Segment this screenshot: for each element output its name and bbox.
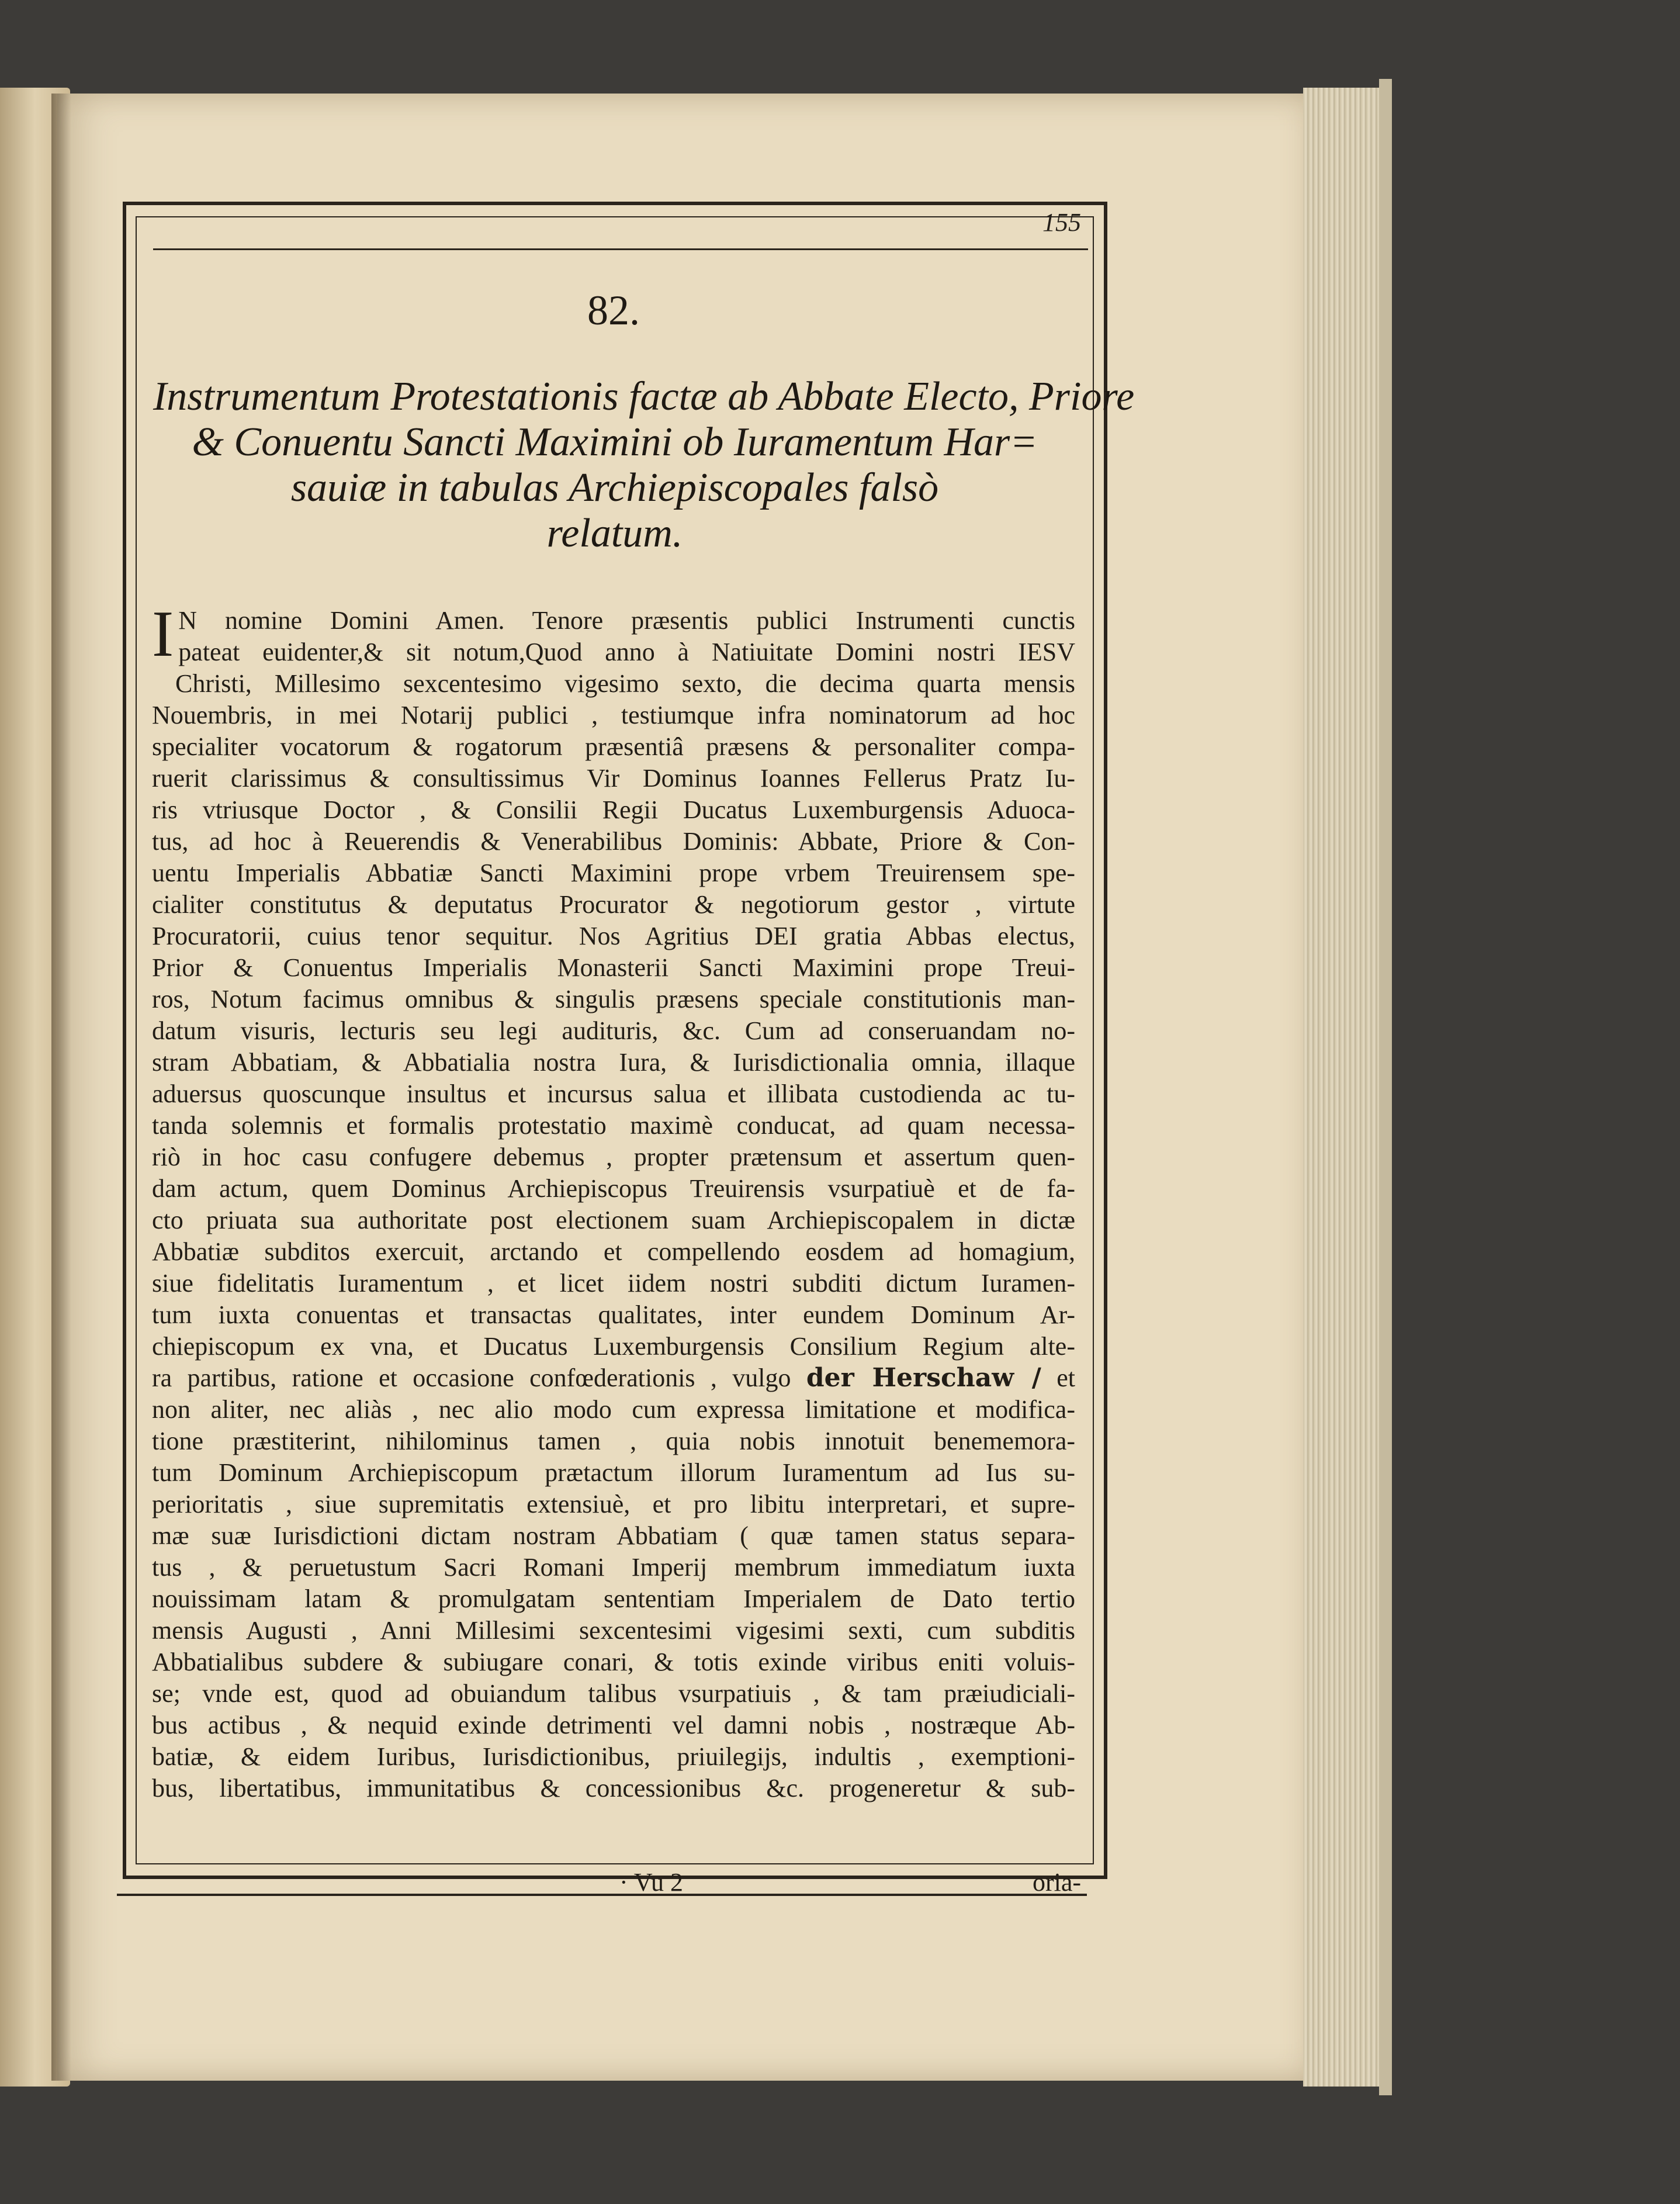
text-line: mæ suæ Iurisdictioni dictam nostram Abbatiam ( quæ tamen status separa- (152, 1521, 1075, 1550)
text-line: tus, ad hoc à Reuerendis & Venerabilibus Dominis: Abbate, Priore & Con- (152, 827, 1075, 856)
text-line: tus , & peruetustum Sacri Romani Imperij membrum immediatum iuxta (152, 1553, 1075, 1582)
text-line: siue fidelitatis Iuramentum , et licet iidem nostri subditi dictum Iuramen- (152, 1269, 1075, 1298)
text-line: Procuratorii, cuius tenor sequitur. Nos Agritius DEI gratia Abbas electus, (152, 922, 1075, 950)
body-text (152, 598, 1075, 1804)
text-line: se; vnde est, quod ad obuiandum talibus vsurpatiuis , & tam præiudiciali- (152, 1679, 1075, 1708)
title-line: Instrumentum Protestationis factæ ab Abbate Electo, Priore (153, 374, 1135, 419)
text-line: ros, Notum facimus omnibus & singulis præsens speciale constitutionis man- (152, 985, 1075, 1013)
text-line: ruerit clarissimus & consultissimus Vir Dominus Ioannes Fellerus Pratz Iu- (152, 764, 1075, 793)
title-line: & Conuentu Sancti Maximini ob Iuramentum Har= (192, 420, 1038, 465)
drop-cap: I (152, 598, 174, 670)
text-line: bus actibus , & nequid exinde detrimenti vel damni nobis , nostræque Ab- (152, 1711, 1075, 1739)
catchword: oria- (1032, 1868, 1081, 1897)
text-line: riò in hoc casu confugere debemus , propter prætensum et assertum quen- (152, 1143, 1075, 1171)
text-segment: ra partibus, ratione et occasione confœderationis , vulgo (152, 1364, 806, 1392)
text-line: tanda solemnis et formalis protestatio maximè conducat, ad quam necessa- (152, 1111, 1075, 1140)
text-line: Abbatialibus subdere & subiugare conari, & totis exinde viribus eniti voluis- (152, 1648, 1075, 1676)
text-line: chiepiscopum ex vna, et Ducatus Luxemburgensis Consilium Regium alte- (152, 1332, 1075, 1361)
text-line: bus, libertatibus, immunitatibus & concessionibus &c. progeneretur & sub- (152, 1774, 1075, 1802)
text-segment: et (1041, 1364, 1075, 1392)
text-line: specialiter vocatorum & rogatorum præsentiâ præsens & personaliter compa- (152, 732, 1075, 761)
header-rule (153, 248, 1088, 250)
gutter-shadow (51, 94, 71, 2081)
page-border-bottom-rule (117, 1894, 1087, 1896)
text-line: stram Abbatiam, & Abbatialia nostra Iura, & Iurisdictionalia omnia, illaque (152, 1048, 1075, 1077)
text-line: Nouembris, in mei Notarij publici , testiumque infra nominatorum ad hoc (152, 701, 1075, 729)
text-line: aduersus quoscunque insultus et incursus salua et illibata custodienda ac tu- (152, 1079, 1075, 1108)
title-line: sauiæ in tabulas Archiepiscopales falsò (290, 465, 939, 510)
text-line: pateat euidenter,& sit notum,Quod anno à Natiuitate Domini nostri IESV (178, 638, 1075, 666)
text-line: nouissimam latam & promulgatam sententiam Imperialem de Dato tertio (152, 1584, 1075, 1613)
page-number: 155 (1042, 208, 1081, 237)
cover-edge (1379, 79, 1392, 2095)
text-line: Prior & Conuentus Imperialis Monasterii Sancti Maximini prope Treui- (152, 953, 1075, 982)
signature-mark: · Vu 2 (619, 1868, 683, 1897)
text-line: Christi, Millesimo sexcentesimo vigesimo sexto, die decima quarta mensis (175, 669, 1075, 698)
text-line: perioritatis , siue supremitatis extensiuè, et pro libitu interpretari, et supre- (152, 1490, 1075, 1518)
text-line: tum iuxta conuentas et transactas qualitates, inter eundem Dominum Ar- (152, 1300, 1075, 1329)
blackletter-phrase: der Herschaw / (806, 1363, 1041, 1393)
page-edges (1303, 88, 1391, 2087)
text-line: uentu Imperialis Abbatiæ Sancti Maximini prope vrbem Treuirensem spe- (152, 859, 1075, 887)
document-title (153, 374, 1135, 556)
text-line: dam actum, quem Dominus Archiepiscopus Treuirensis vsurpatiuè et de fa- (152, 1174, 1075, 1203)
text-line: ris vtriusque Doctor , & Consilii Regii Ducatus Luxemburgensis Aduoca- (152, 795, 1075, 824)
title-line: relatum. (546, 511, 683, 556)
text-line: N nomine Domini Amen. Tenore præsentis publici Instrumenti cunctis (178, 606, 1075, 635)
text-line: Abbatiæ subditos exercuit, arctando et compellendo eosdem ad homagium, (152, 1237, 1075, 1266)
text-line: non aliter, nec aliàs , nec alio modo cum expressa limitatione et modifica- (152, 1395, 1075, 1424)
text-line: tione præstiterint, nihilominus tamen , quia nobis innotuit benememora- (152, 1427, 1075, 1455)
text-line: mensis Augusti , Anni Millesimi sexcentesimi vigesimi sexti, cum subditis (152, 1616, 1075, 1645)
text-line: cto priuata sua authoritate post electionem suam Archiepiscopalem in dictæ (152, 1206, 1075, 1234)
text-line: batiæ, & eidem Iuribus, Iurisdictionibus, priuilegijs, indultis , exemptioni- (152, 1742, 1075, 1771)
text-line (152, 1362, 1075, 1394)
text-line: tum Dominum Archiepiscopum prætactum illorum Iuramentum ad Ius su- (152, 1458, 1075, 1487)
document-number: 82. (587, 287, 640, 334)
text-line: cialiter constitutus & deputatus Procurator & negotiorum gestor , virtute (152, 890, 1075, 919)
text-line: datum visuris, lecturis seu legi audituris, &c. Cum ad conseruandam no- (152, 1016, 1075, 1045)
